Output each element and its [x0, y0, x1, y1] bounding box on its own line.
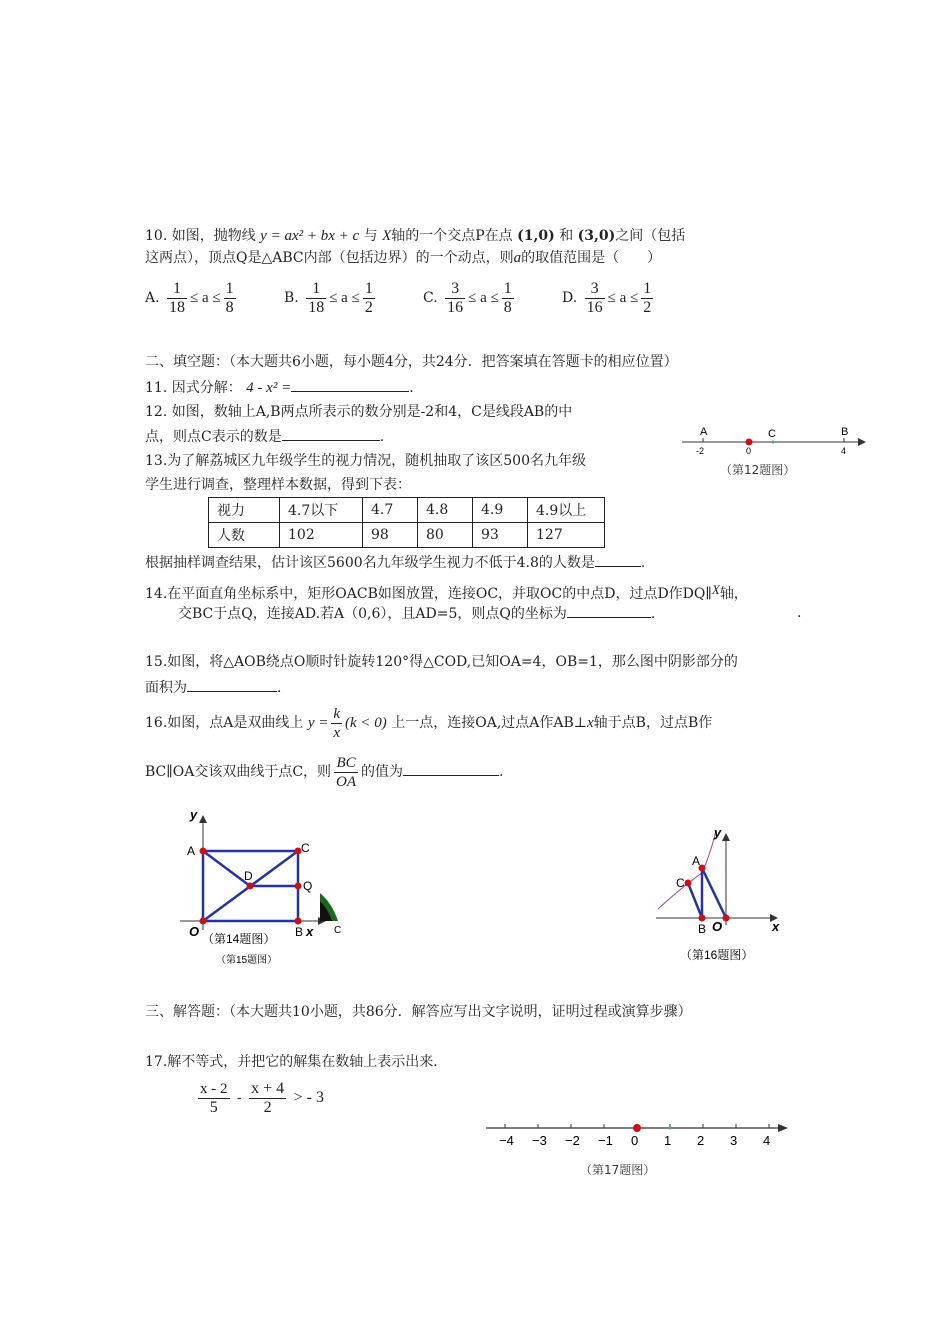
q10-option-lower: [306, 280, 326, 317]
q17-text: 17.解不等式，并把它的解集在数轴上表示出来.: [145, 1054, 438, 1070]
q16-line2-text: BC∥OA交该双曲线于点C，则: [145, 764, 332, 780]
fig16-label-b: B: [698, 922, 707, 936]
fig14-label-c: C: [301, 841, 310, 855]
q14-line1: [145, 580, 748, 604]
fig14-label-o: O: [189, 924, 200, 939]
q14-line2: [178, 603, 655, 624]
fig14-point-d: [247, 883, 254, 890]
table-cell: 93: [473, 523, 528, 548]
q14-blank: [567, 603, 651, 618]
q10-option-label: C.: [423, 290, 438, 306]
q12-line2-text: 点，则点C表示的数是: [145, 429, 282, 445]
q17-origin-dot: [633, 1124, 641, 1132]
q10-option-upper: [502, 280, 514, 317]
q11-text: 11. 因式分解：: [145, 380, 242, 396]
table-cell: 4.9以上: [528, 498, 605, 523]
q10-option-upper: [224, 280, 236, 317]
q16-x: x: [333, 724, 341, 741]
fig14-point-b: [295, 918, 302, 925]
q14-text-b: 轴，: [719, 586, 748, 602]
q10-lower-den: 18: [169, 298, 186, 316]
q10-option-label: B.: [284, 290, 299, 306]
q17-minus: -: [236, 1090, 242, 1106]
q12-label-b: B: [841, 426, 849, 438]
fig15-label-c: C: [334, 925, 342, 936]
q10-upper-num: 1: [364, 279, 373, 297]
table-cell: 视力: [209, 498, 280, 523]
q12-arrow: [858, 438, 866, 446]
q11-blank: [291, 377, 409, 392]
q10-text-d: 之间（包括: [615, 228, 686, 244]
q15-line2-text: 面积为: [145, 680, 187, 696]
q10-option: [423, 278, 517, 322]
q13-line3: [145, 552, 645, 573]
q12-point-c-dot: [772, 441, 775, 444]
q13-line1: 13.为了解荔城区九年级学生的视力情况，随机抽取了该区500名九年级: [145, 453, 586, 469]
q13-line2: 学生进行调查，整理样本数据，得到下表：: [145, 477, 411, 493]
q10-option-label: A.: [145, 290, 160, 306]
q11-expr: 4 - x² =: [246, 380, 292, 396]
q10-lower-num: 1: [167, 280, 187, 299]
q10-lower-num: 3: [585, 280, 605, 299]
q12-caption: （第12题图）: [720, 463, 796, 477]
q15-blank: [187, 677, 277, 692]
fig16-point-c: [685, 880, 692, 887]
q13-blank: [595, 552, 641, 567]
q12-number-line-figure: [676, 420, 866, 480]
q17-tick-label: −4: [499, 1133, 514, 1148]
q10-option-upper: [363, 280, 375, 317]
q17-tick-label: 3: [730, 1133, 738, 1148]
q10-lower-den: 16: [447, 298, 464, 316]
q10-line2-text: 这两点），顶点Q是△ABC内部（包括边界）的一个动点，则: [145, 250, 514, 266]
q10-option-middle: ≤ a ≤: [190, 290, 221, 306]
q10-option-middle: ≤ a ≤: [329, 290, 360, 306]
q10-option-lower: [445, 280, 465, 317]
vision-table: [208, 497, 605, 548]
q15-line1: 15.如图，将△AOB绕点O顺时针旋转120°得△COD,已知OA=4，OB=1，那么图中阴影部分的: [145, 654, 738, 670]
fig14-point-a: [200, 848, 207, 855]
fig16-oa: [702, 868, 726, 918]
fig14-label-d: D: [244, 869, 253, 883]
q16-bc: BC: [334, 754, 358, 773]
q14-trailing-dot: .: [797, 605, 802, 621]
q16-line2: [145, 752, 503, 792]
q17-frac2: [249, 1080, 286, 1117]
fig14-ad: [203, 851, 250, 886]
fig16-label-a: A: [692, 854, 701, 868]
q17-frac1-num: x - 2: [200, 1080, 228, 1097]
fig16-point-b: [699, 915, 706, 922]
q16-text-b: 上一点，连接OA,过点A作AB⊥: [391, 715, 587, 731]
q10-option: [562, 278, 656, 322]
q10-option-middle: ≤ a ≤: [607, 290, 639, 306]
q16-line2-end: 的值为: [361, 764, 404, 780]
q12-line1: 12. 如图，数轴上A,B两点所表示的数分别是-2和4，C是线段AB的中: [145, 404, 573, 420]
q10-upper-num: 1: [225, 279, 234, 297]
q10-var-a: a: [513, 250, 522, 266]
table-cell: 4.9: [473, 498, 528, 523]
q10-upper-den: 2: [643, 298, 652, 316]
q12-tick-label-0: 0: [746, 446, 752, 456]
q10-option: [145, 278, 239, 322]
fig14-point-o: [200, 918, 207, 925]
fig16-label-c: C: [676, 876, 685, 890]
q17-number-line-figure: [480, 1115, 800, 1185]
fig14-point-q: [295, 883, 302, 890]
q10-point1: (1,0): [517, 228, 555, 244]
vision-table-row: [209, 523, 605, 548]
fig16-y-arrow: [722, 833, 730, 841]
q16-y-eq: y =: [307, 715, 329, 731]
q12-end: .: [379, 429, 385, 445]
q10-upper-den: 8: [225, 298, 234, 316]
q10-option: [284, 278, 378, 322]
q10-text-c: 轴的一个交点P在点: [391, 228, 513, 244]
fig15-caption: （第15题图）: [216, 955, 278, 966]
table-cell: 98: [363, 523, 418, 548]
q12-tick-label-m2: -2: [696, 446, 705, 456]
q10-lower-num: 1: [306, 280, 326, 299]
q16-oa: OA: [336, 773, 357, 790]
fig14-label-q: Q: [303, 879, 313, 893]
q12-blank: [282, 426, 380, 441]
fig14-y-arrow: [199, 815, 207, 823]
q11: [145, 377, 414, 398]
q10-point2: (3,0): [577, 228, 616, 244]
q16-k: k: [333, 705, 341, 722]
q17-tick-label: 0: [631, 1133, 639, 1148]
q16-cond: (k < 0): [345, 715, 387, 731]
q10-upper-den: 8: [503, 298, 512, 316]
fig16-bc: [688, 883, 702, 918]
q10-upper-num: 1: [643, 279, 652, 297]
q10-lower-den: 18: [308, 298, 325, 316]
q16-x2: x: [586, 715, 594, 731]
q17-rhs: > - 3: [293, 1089, 324, 1106]
section3-heading: 三、解答题：（本大题共10小题，共86分．解答应写出文字说明，证明过程或演算步骤）: [145, 1004, 692, 1020]
q14-end: .: [650, 606, 656, 622]
q17-point-dot: [669, 1127, 672, 1130]
q17-arrow: [778, 1124, 788, 1132]
q10-option-middle: ≤ a ≤: [468, 290, 499, 306]
q17-tick-label: −1: [598, 1133, 613, 1148]
q13-end: .: [640, 555, 646, 571]
table-cell: 人数: [209, 523, 280, 548]
q14-line2-text: 交BC于点Q，连接AD.若A（0,6），且AD=5，则点Q的坐标为: [178, 606, 567, 622]
q16-text-a: 16.如图，点A是双曲线上: [145, 715, 304, 731]
fig16-figure: [652, 825, 792, 965]
q16-k-over-x: [331, 705, 342, 742]
q14-x: X: [711, 582, 720, 597]
fig14-label-y: y: [190, 807, 198, 822]
q10-lower-num: 3: [445, 280, 465, 299]
q17-tick-label: −3: [532, 1133, 547, 1148]
q16-blank: [403, 761, 499, 776]
q10-line2: [145, 248, 661, 268]
fig14-figure: [180, 805, 350, 970]
q17-tick-label: 4: [763, 1133, 771, 1148]
fig14-label-b: B: [295, 925, 304, 939]
fig16-point-o: [723, 915, 730, 922]
q17-caption: （第17题图）: [580, 1163, 656, 1177]
q16-text-c: 轴于点B，过点B作: [593, 715, 713, 731]
q16-line1: [145, 703, 712, 743]
q16-bc-over-oa: [334, 754, 358, 791]
q17-frac1-den: 5: [209, 1098, 218, 1116]
q10-option-upper: [641, 280, 653, 317]
table-cell: 127: [528, 523, 605, 548]
fig14-label-x: x: [306, 924, 314, 939]
q10-line2-end: 的取值范围是（ ）: [521, 250, 662, 266]
q10-lower-den: 16: [586, 298, 603, 316]
q10-text-a: 10. 如图，抛物线: [145, 228, 256, 244]
q12-label-a: A: [700, 426, 708, 438]
q10-and: 和: [559, 228, 574, 244]
q10-upper-den: 2: [364, 298, 373, 316]
q12-origin-dot: [746, 439, 753, 446]
table-cell: 102: [280, 523, 363, 548]
q17-frac2-den: 2: [263, 1098, 272, 1116]
fig14-caption: （第14题图）: [202, 932, 276, 946]
q17-tick-label: 2: [697, 1133, 705, 1148]
q10-formula: y = ax² + bx + c: [260, 228, 360, 244]
fig16-hyperbola: [658, 831, 716, 909]
table-cell: 80: [418, 523, 473, 548]
q12-tick-label-4: 4: [841, 446, 847, 456]
q10-option-lower: [167, 280, 187, 317]
vision-table-header-row: [209, 498, 605, 523]
section2-heading: 二、填空题：（本大题共6小题，每小题4分，共24分．把答案填在答题卡的相应位置）: [145, 354, 678, 370]
q17-tick-label: 1: [664, 1133, 672, 1148]
q10-text-b: 与: [363, 228, 378, 244]
fig16-label-o: O: [712, 919, 723, 934]
q10-option-label: D.: [562, 290, 578, 306]
q10-upper-num: 1: [503, 279, 512, 297]
q12-line2: [145, 426, 384, 447]
fig16-label-y: y: [714, 825, 722, 840]
fig14-label-a: A: [187, 844, 196, 858]
q15-line2: [145, 677, 281, 698]
q17-tick-label: −2: [565, 1133, 580, 1148]
q15-end: .: [277, 680, 282, 696]
fig16-label-x: x: [772, 919, 780, 934]
q11-end: .: [409, 380, 414, 396]
q14-text-a: 14.在平面直角坐标系中，矩形OACB如图放置，连接OC，并取OC的中点D，过点D作DQ∥: [145, 586, 712, 602]
table-cell: 4.8: [418, 498, 473, 523]
q17-inequality: [195, 1078, 324, 1122]
q13-line3-text: 根据抽样调查结果，估计该区5600名九年级学生视力不低于4.8的人数是: [145, 555, 595, 571]
table-cell: 4.7: [363, 498, 418, 523]
q10-x-axis: X: [382, 228, 392, 244]
fig16-caption: （第16题图）: [680, 948, 754, 962]
q17-frac1: [198, 1080, 230, 1117]
q10-line1: [145, 226, 685, 246]
q10-option-lower: [585, 280, 605, 317]
q12-label-c: C: [768, 428, 776, 440]
q16-end: .: [499, 764, 504, 780]
q17-frac2-num: x + 4: [251, 1079, 285, 1097]
table-cell: 4.7以下: [280, 498, 363, 523]
